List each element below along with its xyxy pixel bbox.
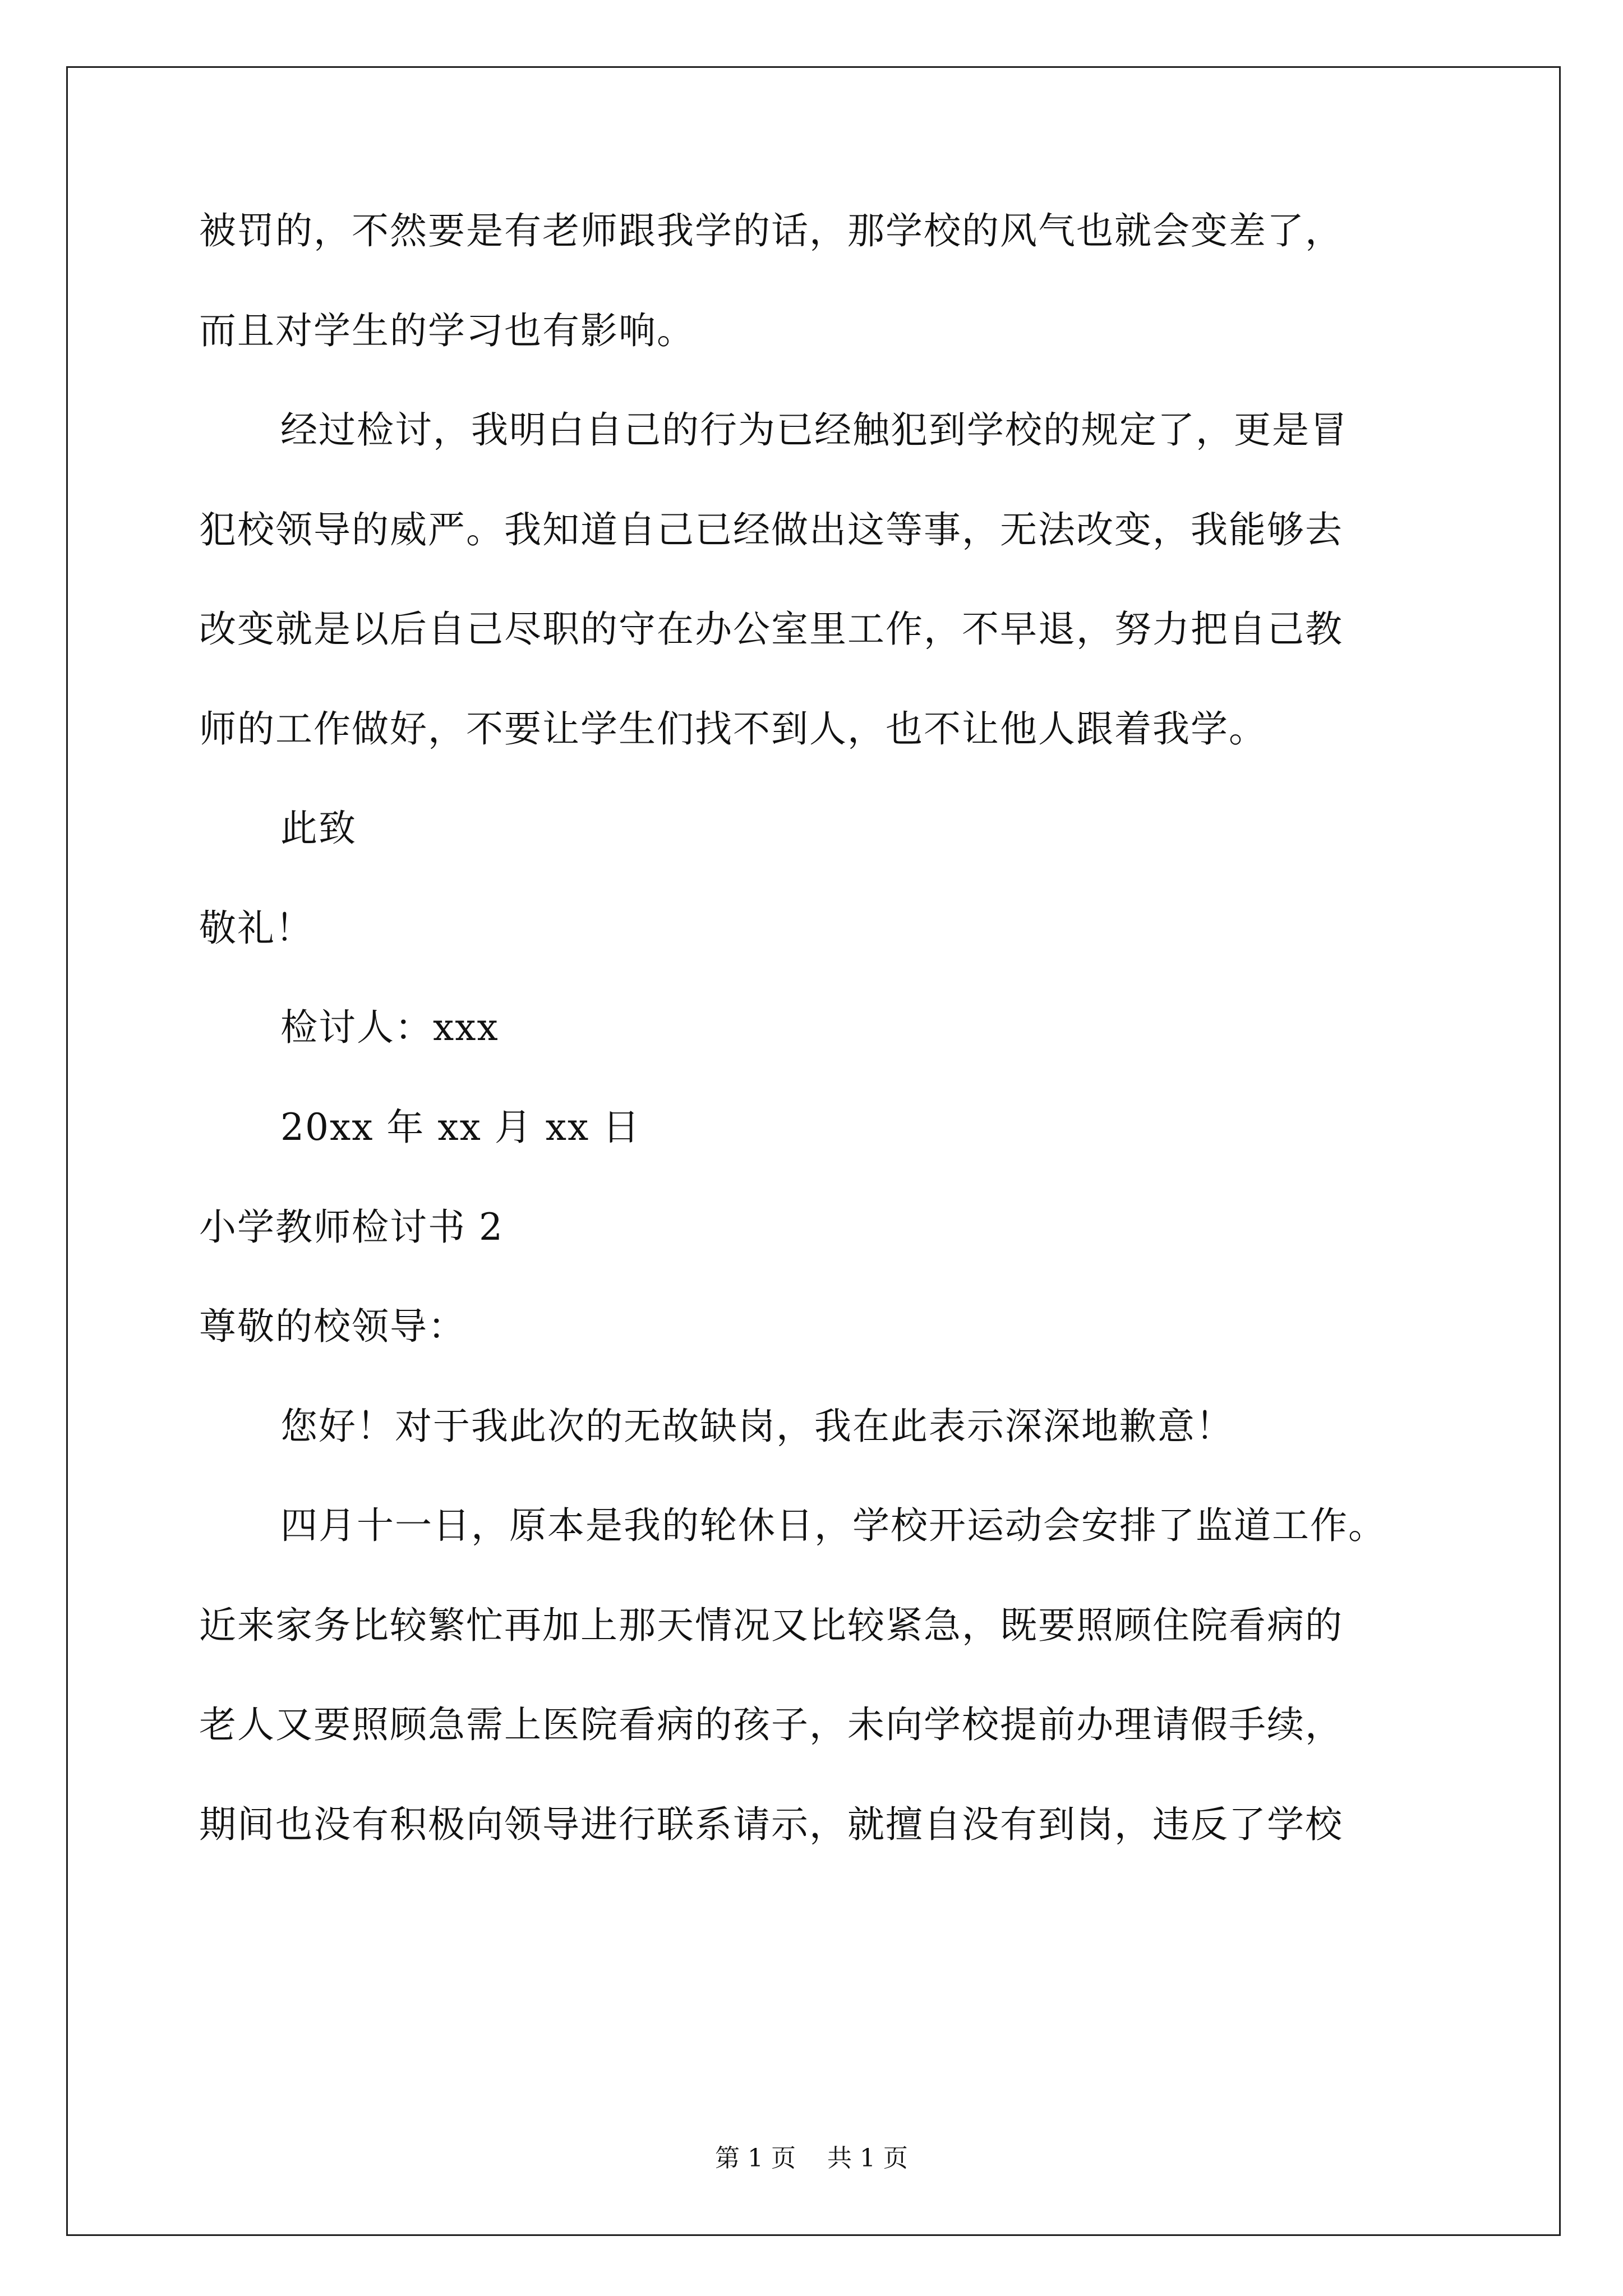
body-text-line: 而且对学生的学习也有影响。 xyxy=(199,309,695,352)
section-title: 小学教师检讨书 2 xyxy=(199,1205,504,1249)
body-text-line: 改变就是以后自己尽职的守在办公室里工作，不早退，努力把自己教 xyxy=(199,608,1343,651)
body-text-line: 近来家务比较繁忙再加上那天情况又比较紧急，既要照顾住院看病的 xyxy=(199,1604,1343,1647)
body-text-line: 经过检讨，我明白自己的行为已经触犯到学校的规定了，更是冒 xyxy=(280,408,1348,452)
body-text-line: 期间也没有积极向领导进行联系请示，就擅自没有到岗，违反了学校 xyxy=(199,1803,1343,1846)
body-text-line: 犯校领导的威严。我知道自己已经做出这等事，无法改变，我能够去 xyxy=(199,508,1343,551)
body-text-line: 您好！对于我此次的无故缺岗，我在此表示深深地歉意！ xyxy=(280,1405,1234,1448)
closing-regards: 敬礼！ xyxy=(199,907,313,950)
body-text-line: 师的工作做好，不要让学生们找不到人，也不让他人跟着我学。 xyxy=(199,707,1267,751)
page-number-footer: 第 1 页 共 1 页 xyxy=(715,2144,908,2173)
date-line: 20xx 年 xx 月 xx 日 xyxy=(280,1106,641,1149)
signature-line: 检讨人：xxx xyxy=(280,1006,499,1049)
body-text-line: 老人又要照顾急需上医院看病的孩子，未向学校提前办理请假手续， xyxy=(199,1703,1343,1746)
body-text-line: 被罚的，不然要是有老师跟我学的话，那学校的风气也就会变差了， xyxy=(199,209,1343,252)
greeting: 尊敬的校领导： xyxy=(199,1305,466,1348)
body-text-line: 四月十一日，原本是我的轮休日，学校开运动会安排了监道工作。 xyxy=(280,1504,1386,1547)
closing-salutation: 此致 xyxy=(280,807,357,850)
